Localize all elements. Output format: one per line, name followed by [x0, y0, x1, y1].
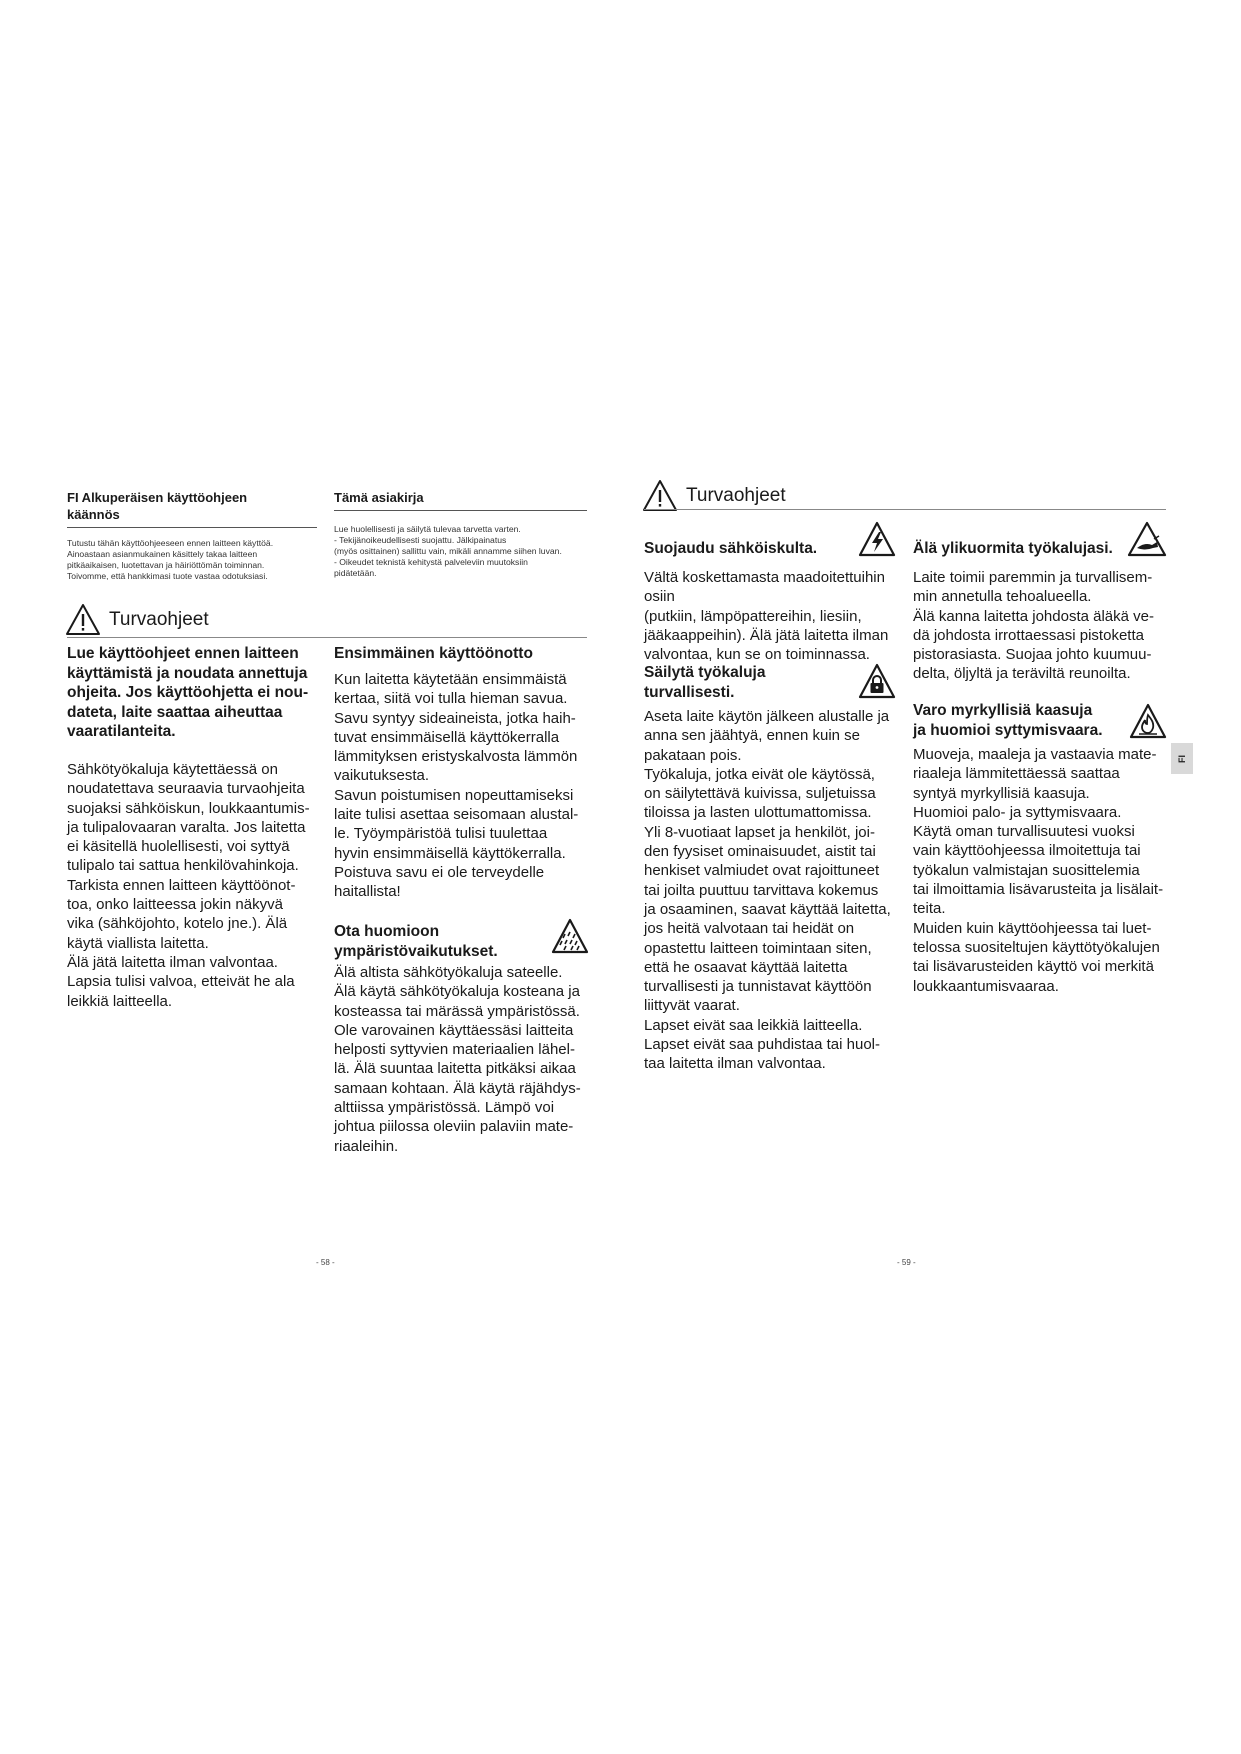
electric-shock-paragraph: Vältä koskettamasta maadoitettuihin osiin (putkiin, lämpöpattereihin, liesiin, jääkaappeihin). Älä jätä laitetta ilman valvontaa, kun se on toiminnassa.: [644, 569, 889, 664]
electric-shock-icon: [858, 521, 896, 557]
first-use-paragraph: Kun laitetta käytetään ensimmäistä kertaa, siitä voi tulla hieman savua. Savu syntyy sideaineista, jotka haih- tuvat ensimmäisellä käyttökerralla lämmityksen eristyskalvosta lämmön vaikutuksesta. Savun poistumisen nopeuttamiseksi laite tulisi asettaa seisomaan alustal- le. Työympäristöä tulisi tuulettaa hyvin ensimmäisellä käyttökerralla. Poistuva savu ei ole terveydelle haitallista!: [334, 671, 579, 901]
environment-heading: Ota huomioon ympäristövaikutukset.: [334, 923, 498, 960]
toxic-gas-heading: Varo myrkyllisiä kaasuja ja huomioi syttymisvaara.: [913, 702, 1103, 739]
electric-shock-heading: Suojaudu sähköiskulta.: [644, 540, 818, 557]
overload-heading: Älä ylikuormita työkalujasi.: [913, 540, 1113, 557]
rain-warning-icon: [551, 918, 589, 954]
lock-warning-icon: [858, 663, 896, 699]
section-title-text: Turvaohjeet: [686, 484, 786, 506]
store-tools-paragraph: Aseta laite käytön jälkeen alustalle ja anna sen jäähtyä, ennen kuin se pakataan pois. Työkaluja, jotka eivät ole käytössä, on säilytettävä kuivissa, suljetuissa tiloissa ja lasten ulottumattomissa. Yli 8-vuotiaat lapset ja henkilöt, joi- den fyysiset ominaisuudet, aistit tai henkiset valmiudet ovat rajoittuneet tai joilta puuttuu tarvittava kokemus ja osaaminen, saavat käyttää laitetta, jos heitä valvotaan tai heidät on opastettu laitteen toimintaan siten, että he osaavat käyttää laitetta turvallisesti ja tunnistavat käyttöön liittyvät vaarat. Lapset eivät saa leikkiä laitteella. Lapset eivät saa puhdistaa tai huol- taa laitetta ilman valvontaa.: [644, 708, 891, 1073]
toxic-gas-paragraph: Muoveja, maaleja ja vastaavia mate- riaaleja lämmitettäessä saattaa syntyä myrkyllisiä kaasuja. Huomioi palo- ja syttymisvaara. Käytä oman turvallisuutesi vuoksi vain käyttöohjeessa ilmoitettuja tai työkalun valmistajan suosittelemia tai ilmoittamia lisävarusteita ja lisälait- teita. Muiden kuin käyttöohjeessa tai luet- telossa suositeltujen käyttötyökalujen tai lisävarusteiden käyttö voi merkitä loukkaantumisvaaraa.: [913, 746, 1164, 995]
warning-triangle-icon: [65, 603, 101, 636]
page-number: - 58 -: [316, 1258, 335, 1267]
fire-warning-icon: [1129, 703, 1167, 739]
document-heading: Tämä asiakirja: [334, 490, 424, 505]
environment-paragraph: Älä altista sähkötyökaluja sateelle. Älä käytä sähkötyökaluja kosteana ja kosteassa tai märässä ympäristössä. Ole varovainen käyttäessäsi laitteita helposti syttyvien materiaalien lähel- lä. Älä suuntaa laitetta pitkäksi aikaa samaan kohtaan. Älä käytä räjähdys- alttiissa ympäristössä. Lämpö voi johtua piilossa oleviin palaviin mate- riaaleihin.: [334, 964, 581, 1155]
warning-triangle-icon: [642, 479, 678, 512]
divider: [334, 510, 587, 511]
divider: [67, 637, 587, 638]
document-notes: Lue huolellisesti ja säilytä tulevaa tarvetta varten. - Tekijänoikeudellisesti suojattu. Jälkipainatus (myös osittainen) sallittu vain, mikäli annamme siihen luvan. - Oikeudet teknistä kehitystä palveleviin muutoksiin pidätetään.: [334, 524, 562, 578]
lead-paragraph: Lue käyttöohjeet ennen laitteen käyttämistä ja noudata annettuja ohjeita. Jos käyttöohjetta ei nou- dateta, laite saattaa aiheuttaa vaaratilanteita.: [67, 645, 309, 740]
page-number: - 59 -: [897, 1258, 916, 1267]
original-translation-heading: FI Alkuperäisen käyttöohjeen käännös: [67, 490, 248, 522]
first-use-heading: Ensimmäinen käyttöönotto: [334, 645, 533, 662]
store-tools-heading: Säilytä työkaluja turvallisesti.: [644, 664, 766, 701]
section-title: [65, 603, 209, 636]
divider: [67, 527, 317, 528]
language-tab-label: FI: [1177, 754, 1187, 763]
overload-icon: [1127, 521, 1167, 557]
section-title: [642, 479, 786, 512]
intro-text: Tutustu tähän käyttöohjeeseen ennen laitteen käyttöä. Ainoastaan asianmukainen käsittely takaa laitteen pitkäaikaisen, luotettavan ja häiriöttömän toiminnan. Toivomme, että hankkimasi tuote vastaa odotuksiasi.: [67, 538, 274, 581]
overload-paragraph: Laite toimii paremmin ja turvallisem- min annetulla tehoalueella. Älä kanna laitetta johdosta äläkä ve- dä johdosta irrottaessasi pistoketta pistorasiasta. Suojaa johto kuumuu- delta, öljyltä ja teräviltä reunoilta.: [913, 569, 1154, 683]
safety-intro-paragraph: Sähkötyökaluja käytettäessä on noudatettava seuraavia turvaohjeita suojaksi sähköiskun, loukkaantumis- ja tulipalovaaran varalta. Jos laitetta ei käsitellä huolellisesti, voi syttyä tulipalo tai sattua henkilövahinkoja. Tarkista ennen laitteen käyttöönot- toa, onko laitteessa jokin näkyvä vika (sähköjohto, kotelo jne.). Älä käytä viallista laitetta. Älä jätä laitetta ilman valvontaa. Lapsia tulisi valvoa, etteivät he ala leikkiä laitteella.: [67, 761, 310, 1010]
section-title-text: Turvaohjeet: [109, 608, 209, 630]
language-tab: [1171, 743, 1193, 774]
divider: [644, 509, 1166, 510]
